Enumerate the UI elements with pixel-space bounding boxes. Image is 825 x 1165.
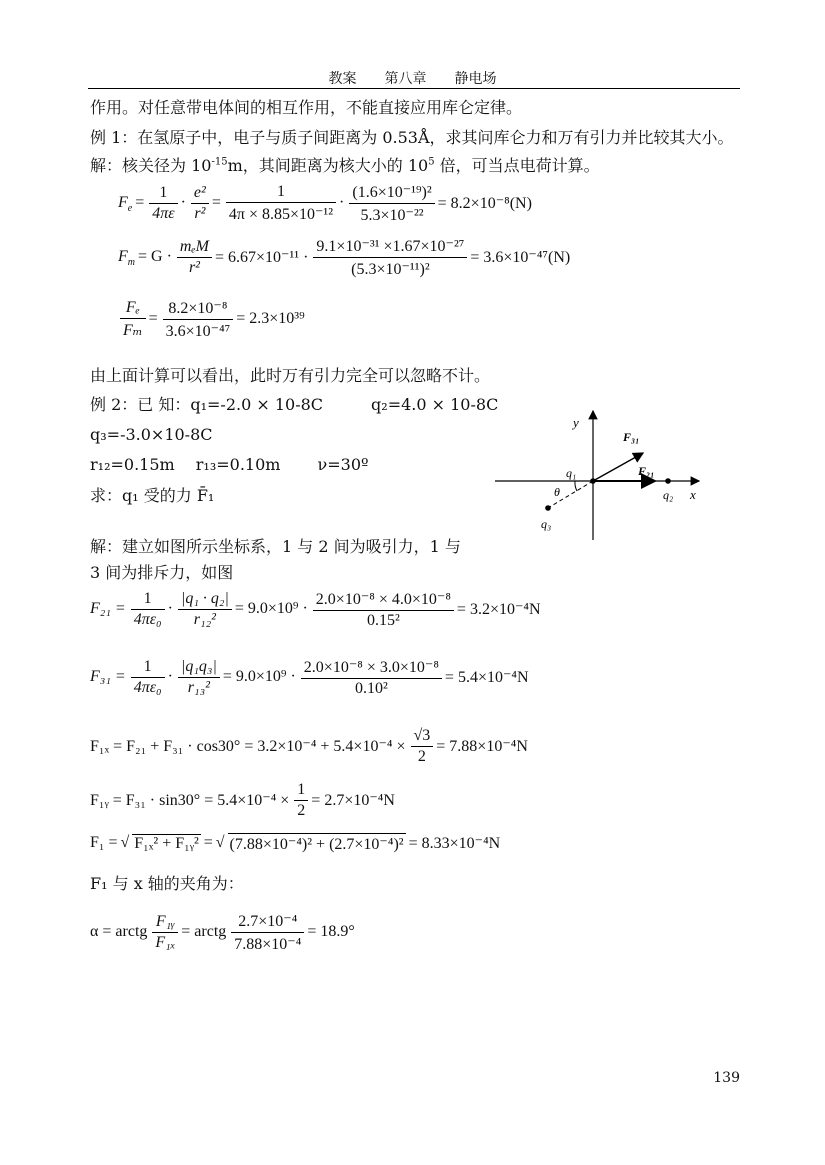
f21-label: F₂₁ <box>638 464 655 478</box>
equation-f1x: F₁ₓ = F₂₁ + F₃₁ · cos30° = 3.2×10⁻⁴ + 5.4×10⁻⁴ × $\frac{√3}{2}$ = 7.88×10⁻⁴N <box>90 726 528 765</box>
example-1-solution-intro: 解：核关径为 $10^{-15}m$，其间距离为核大小的 $10^5$ 倍，可当点电荷计算。 <box>90 156 600 175</box>
page-number: 139 <box>713 1070 740 1086</box>
equation-f1y: F₁ᵧ = F₃₁ · sin30° = 5.4×10⁻⁴ × $\frac{1}{2}$ = 2.7×10⁻⁴N <box>90 780 395 819</box>
theta-arc <box>575 481 577 491</box>
example-2-question: 求：q₁ 受的力 F̄₁ <box>90 486 215 505</box>
example-2-q3: q₃=-3.0×10-8C <box>90 425 213 444</box>
sqrt-2: (7.88×10⁻⁴)² + (2.7×10⁻⁴)² <box>228 833 406 854</box>
f31-vector <box>593 453 643 481</box>
example-2-given: 例 2：已 知：q₁=-2.0 × 10-8C q₂=4.0 × 10-8C <box>90 395 499 414</box>
x-axis-label: x <box>690 487 696 502</box>
equation-alpha: α = arctg $\frac{\text{F₁ᵧ}}{\text{F₁ₓ}}$ = arctg $\frac{\text{2.7×10⁻⁴}}{\text{7.88×10⁻⁴}}$ = 18.9° <box>90 912 355 953</box>
page-header: 教案 第八章 静电场 <box>328 71 497 87</box>
example-2-distances: r₁₂=0.15m r₁₃=0.10m ν=30º <box>90 455 369 474</box>
equation-fm: $F_m$ = G · $\frac{\text{mₑM}}{\text{r²}}$ = 6.67×10⁻¹¹ · $\frac{\text{9.1×10⁻³¹ ×1.67×10⁻²⁷}}{\text{(5.3×10⁻¹¹)²}}$ = 3.6×10⁻⁴⁷(N) <box>118 237 571 278</box>
paragraph-1: 作用。对任意带电体间的相互作用，不能直接应用库仑定律。 <box>90 98 523 117</box>
q2-label: q₂ <box>663 488 674 502</box>
equation-f21: F₂₁ = $\frac{1}{\text{4πε₀}}$ · $\frac{\text{|q₁ · q₂|}}{\text{r₁₂²}}$ = 9.0×10⁹ · $\frac{\text{2.0×10⁻⁸ × 4.0×10⁻⁸}}{\text{0.15²}}$ = 3.2×10⁻⁴N <box>90 589 541 629</box>
conclusion-text: 由上面计算可以看出，此时万有引力完全可以忽略不计。 <box>90 366 491 385</box>
example-1-statement: 例 1：在氢原子中，电子与质子间距离为 0.53Å，求其问库仑力和万有引力并比较其大小。 <box>90 128 734 147</box>
sqrt-1: F₁ₓ² + F₁ᵧ² <box>134 834 199 852</box>
equation-f31: F₃₁ = $\frac{1}{\text{4πε₀}}$ · $\frac{\text{|q₁q₃|}}{\text{r₁₃²}}$ = 9.0×10⁹ · $\frac{\text{2.0×10⁻⁸ × 3.0×10⁻⁸}}{\text{0.10²}}$ = 5.4×10⁻⁴N <box>90 657 529 697</box>
q3-point <box>545 505 551 511</box>
y-axis-label: y <box>573 415 579 430</box>
example-2-solution-line2: 3 间为排斥力，如图 <box>90 563 234 582</box>
q1-label: q₁ <box>566 466 577 480</box>
example-2-solution-line1: 解：建立如图所示坐标系，1 与 2 间为吸引力，1 与 <box>90 537 461 556</box>
equation-fe: $F_e$ = $\frac{1}{4\pi\varepsilon}$ · $\frac{\text{e²}}{\text{r²}}$ = $\frac{1}{\text{4π × 8.85×10⁻¹²}}$ · $\frac{\text{(1.6×10⁻¹⁹)²}}{\text{5.3×10⁻²²}}$ = 8.2×10⁻⁸(N) <box>118 182 532 224</box>
q2-point <box>665 478 671 484</box>
angle-question: F₁ 与 x 轴的夹角为： <box>90 874 244 893</box>
q1-point <box>590 478 596 484</box>
q3-label: q₃ <box>541 517 552 531</box>
header-rule <box>88 88 740 89</box>
f31-label: F₃₁ <box>623 430 640 444</box>
theta-label: θ <box>554 485 560 499</box>
equation-f1: F₁ = √ F₁ₓ² + F₁ᵧ² = √ (7.88×10⁻⁴)² + (2.7×10⁻⁴)² = 8.33×10⁻⁴N <box>90 834 501 853</box>
force-diagram <box>495 405 710 545</box>
equation-ratio: $\frac{\text{Fₑ}}{\text{Fₘ}}$ = $\frac{\text{8.2×10⁻⁸}}{\text{3.6×10⁻⁴⁷}}$ = 2.3×10³⁹ <box>118 294 308 344</box>
